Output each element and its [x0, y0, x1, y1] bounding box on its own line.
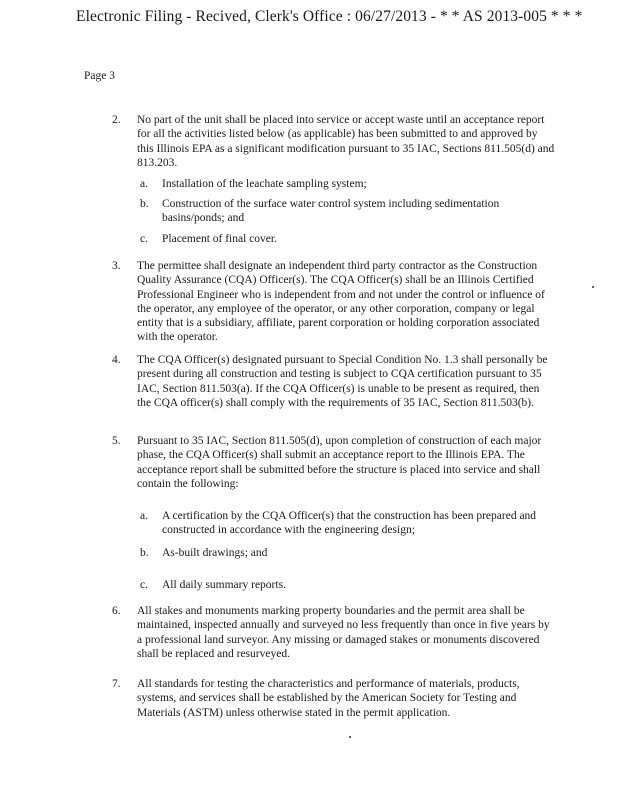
item-text-5: Pursuant to 35 IAC, Section 811.505(d), upon completion of construction of each major phase, the CQA Officer(s) shall submit an acceptance report to the Illinois EPA. The acceptance report shall be submitted before the structure is placed into service and shall contain the following:	[137, 435, 542, 490]
item-number-7: 7.	[112, 678, 121, 690]
scan-speck	[349, 736, 351, 738]
subitem-label-2a: a.	[140, 178, 148, 190]
subitem-text-5c: All daily summary reports.	[162, 579, 286, 591]
item-text-3: The permittee shall designate an independent third party contractor as the Construction Quality Assurance (CQA) Officer(s). The CQA Officer(s) shall be an Illinois Certified Professional Engineer who is independent from and not under the control or influence of the operator, any employee of the operator, or any other corporation, company or legal entity that is a subsidiary, affiliate, parent corporation or holding corporation associated with the operator.	[137, 260, 545, 344]
subitem-label-2b: b.	[140, 198, 149, 210]
subitem-text-2c: Placement of final cover.	[162, 233, 277, 245]
item-number-5: 5.	[112, 435, 121, 447]
item-number-6: 6.	[112, 605, 121, 617]
page-number: Page 3	[84, 70, 115, 82]
item-text-6: All stakes and monuments marking property boundaries and the permit area shall be maintained, inspected annually and surveyed no less frequently than once in five years by a professional land surveyor. Any missing or damaged stakes or monuments discovered shall be replaced and resurveyed.	[137, 605, 550, 660]
item-text-2: No part of the unit shall be placed into service or accept waste until an acceptance report for all the activities listed below (as applicable) has been submitted to and approved by this Illinois EPA as a significant modification pursuant to 35 IAC, Sections 811.505(d) and 813.203.	[137, 114, 555, 169]
subitem-label-5b: b.	[140, 547, 149, 559]
subitem-label-5a: a.	[140, 510, 148, 522]
subitem-text-5b: As-built drawings; and	[162, 547, 268, 559]
item-text-7: All standards for testing the characteristics and performance of materials, products, systems, and services shall be established by the American Society for Testing and Materials (ASTM) unless otherwise stated in the permit application.	[137, 678, 520, 719]
subitem-text-2b: Construction of the surface water control system including sedimentation basins/ponds; and	[162, 198, 500, 225]
item-number-2: 2.	[112, 114, 121, 126]
scan-speck	[592, 286, 594, 288]
item-text-4: The CQA Officer(s) designated pursuant to Special Condition No. 1.3 shall personally be present during all construction and testing is subject to CQA certification pursuant to 35 IAC, Section 811.503(a). If the CQA Officer(s) is unable to be present as required, then the CQA officer(s) shall comply with the requirements of 35 IAC, Section 811.503(b).	[137, 354, 548, 409]
item-number-3: 3.	[112, 260, 121, 272]
filing-stamp-header: Electronic Filing - Recived, Clerk's Office : 06/27/2013 - * * AS 2013-005 * * *	[76, 8, 583, 25]
item-number-4: 4.	[112, 354, 121, 366]
subitem-text-5a: A certification by the CQA Officer(s) that the construction has been prepared and constructed in accordance with the engineering design;	[162, 510, 537, 537]
subitem-text-2a: Installation of the leachate sampling system;	[162, 178, 367, 190]
subitem-label-5c: c.	[140, 579, 148, 591]
subitem-label-2c: c.	[140, 233, 148, 245]
